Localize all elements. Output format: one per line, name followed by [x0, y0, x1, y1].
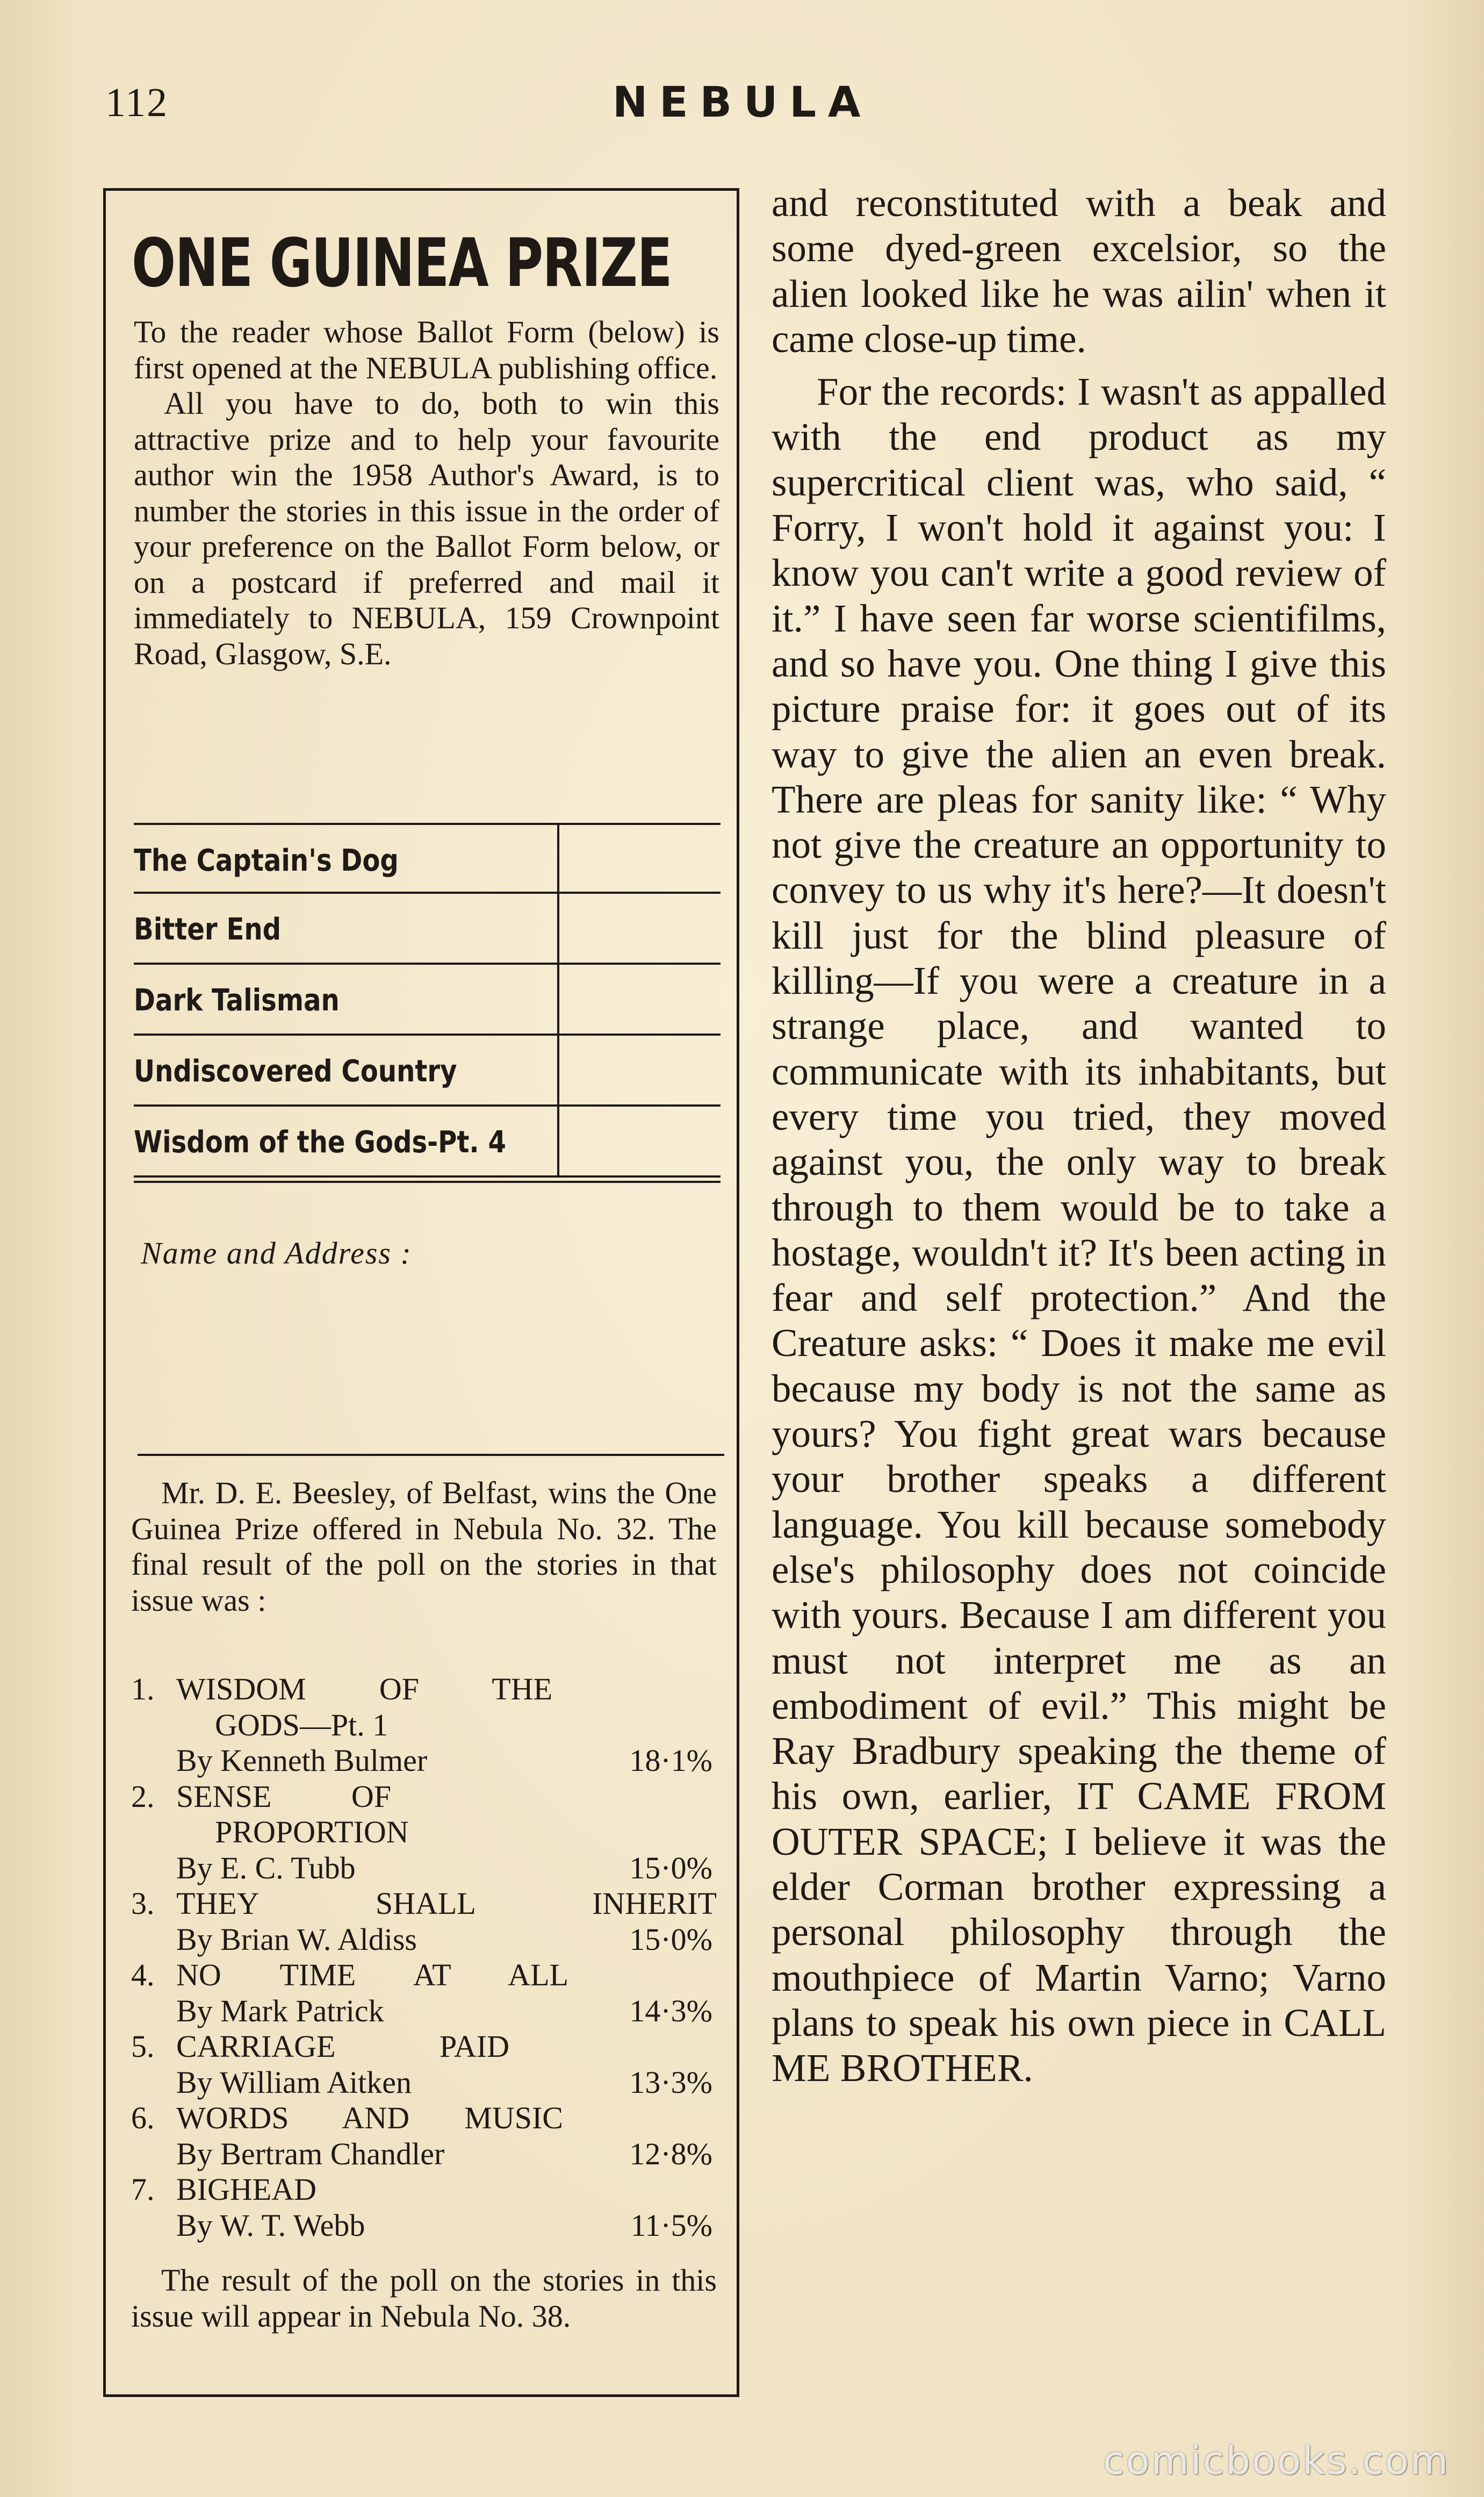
article-paragraph: and reconstituted with a beak and some dyed-green excelsior, so the alien looked like he was ailin' when it came close-up time. [772, 181, 1386, 361]
ballot-row [134, 1107, 721, 1178]
ballot-story-label: Undiscovered Country [134, 1054, 457, 1089]
result-title: CARRIAGE PAID [176, 2029, 509, 2064]
result-author: By Kenneth Bulmer [176, 1743, 428, 1778]
result-author: By W. T. Webb [176, 2207, 365, 2243]
winner-paragraph: Mr. D. E. Beesley, of Belfast, wins the One Guinea Prize offered in Nebula No. 32. The final result of the poll on the stories in that issue was : [131, 1475, 717, 1618]
result-title-line [131, 1671, 717, 1707]
result-author: By William Aitken [176, 2064, 412, 2100]
result-author-line [131, 1850, 717, 1886]
result-author-line [131, 2208, 717, 2244]
ballot-story-label: Bitter End [134, 912, 282, 947]
ballot-column-divider [557, 965, 559, 1036]
ballot-bottom-rule [134, 1178, 721, 1183]
ballot-story-label: Wisdom of the Gods-Pt. 4 [134, 1125, 506, 1160]
result-percent: 11·5% [630, 2207, 712, 2243]
result-title: NO TIME AT ALL [176, 1957, 568, 1992]
result-author-line [131, 2065, 717, 2101]
ballot-rule [134, 1181, 721, 1183]
ballot-row [134, 965, 721, 1036]
result-title-line [131, 2029, 717, 2065]
prize-intro [134, 314, 719, 672]
result-number: 6. [131, 2100, 155, 2135]
result-percent: 14·3% [629, 1993, 712, 2028]
magazine-title: NEBULA [613, 78, 873, 127]
result-title-cont-line [131, 1707, 717, 1743]
result-title-line [131, 2172, 717, 2208]
closing-paragraph: The result of the poll on the stories in this issue will appear in Nebula No. 38. [131, 2263, 717, 2334]
article-column [772, 181, 1386, 2091]
result-author: By Mark Patrick [176, 1993, 384, 2028]
result-title: SENSE OF [176, 1778, 391, 1814]
result-number: 7. [131, 2172, 155, 2207]
article-paragraph: For the records: I wasn't as appalled with the end product as my supercritical client was, who said, “ Forry, I won't hold it against you: I know you can't write a good review of it.” I have seen far worse scientifilms, and so have you. One thing I give this picture praise for: it goes out of its way to give the alien an even break. There are pleas for sanity like: “ Why not give the creature an opportunity to convey to us why it's here?—It doesn't kill just for the blind pleasure of killing—If you were a creature in a strange place, and wanted to communicate with its inhabitants, but every time you tried, they moved against you, the only way to break through to them would be to take a hostage, wouldn't it? It's been acting in fear and self protection.” And the Creature asks: “ Does it make me evil because my body is not the same as yours? You fight great wars because your brother speaks a different language. You kill because somebody else's philosophy does not coincide with yours. Because I am different you must not interpret me as an embodiment of evil.” This might be Ray Bradbury speaking the theme of his own, earlier, IT CAME FROM OUTER SPACE; I believe it was the elder Corman brother expressing a personal philosophy through the mouthpiece of Martin Varno; Varno plans to speak his own piece in CALL ME BROTHER. [772, 370, 1386, 2090]
ballot-story-label: Dark Talisman [134, 983, 340, 1018]
closing-note [131, 2263, 717, 2334]
result-title: WORDS AND MUSIC [176, 2100, 563, 2135]
result-title-line [131, 1779, 717, 1815]
result-author: By E. C. Tubb [176, 1850, 356, 1885]
winner-announcement [131, 1475, 717, 1618]
result-title-cont-line [131, 1814, 717, 1850]
ballot-row [134, 1036, 721, 1107]
result-number: 3. [131, 1886, 155, 1921]
result-title-cont: GODS—Pt. 1 [215, 1707, 388, 1742]
result-author-line [131, 2136, 717, 2172]
result-title-cont: PROPORTION [215, 1814, 409, 1849]
result-title: THEY SHALL INHERIT [176, 1886, 717, 1921]
site-watermark: comicbooks.com [1103, 2438, 1450, 2483]
result-percent: 15·0% [629, 1921, 712, 1957]
result-title: BIGHEAD [176, 2172, 316, 2207]
ballot-column-divider [557, 894, 559, 965]
result-author-line [131, 1743, 717, 1779]
page-number: 112 [105, 80, 169, 125]
result-number: 4. [131, 1957, 155, 1992]
result-title-line [131, 1886, 717, 1922]
ballot-row [134, 894, 721, 965]
result-percent: 13·3% [629, 2064, 712, 2100]
result-title-line [131, 2100, 717, 2136]
instructions-paragraph: All you have to do, both to win this attractive prize and to help your favourite author win the 1958 Author's Award, is to number the stories in this issue in the order of your preference on the Ballot Form below, or on a postcard if preferred and mail it immediately to NEBULA, 159 Crownpoint Road, Glasgow, S.E. [134, 386, 719, 671]
poll-results [131, 1671, 717, 2243]
name-address-label: Name and Address : [141, 1236, 412, 1271]
result-author-line [131, 1922, 717, 1958]
result-author: By Brian W. Aldiss [176, 1921, 417, 1957]
ballot-form [134, 823, 721, 1183]
ballot-story-label: The Captain's Dog [134, 843, 399, 878]
result-percent: 18·1% [629, 1743, 712, 1778]
result-number: 1. [131, 1671, 155, 1706]
ballot-row [134, 823, 721, 894]
ballot-column-divider [557, 1107, 559, 1178]
result-percent: 12·8% [629, 2136, 712, 2171]
result-title: WISDOM OF THE [176, 1671, 552, 1706]
ballot-column-divider [557, 825, 559, 894]
result-title-line [131, 1957, 717, 1993]
ballot-column-divider [557, 1036, 559, 1107]
result-author-line [131, 1993, 717, 2029]
result-percent: 15·0% [629, 1850, 712, 1885]
name-address-rule [138, 1454, 724, 1456]
result-author: By Bertram Chandler [176, 2136, 445, 2171]
result-number: 2. [131, 1778, 155, 1814]
prize-title: ONE GUINEA PRIZE [132, 225, 672, 302]
result-number: 5. [131, 2029, 155, 2064]
intro-paragraph: To the reader whose Ballot Form (below) is first opened at the NEBULA publishing office. [134, 314, 719, 385]
